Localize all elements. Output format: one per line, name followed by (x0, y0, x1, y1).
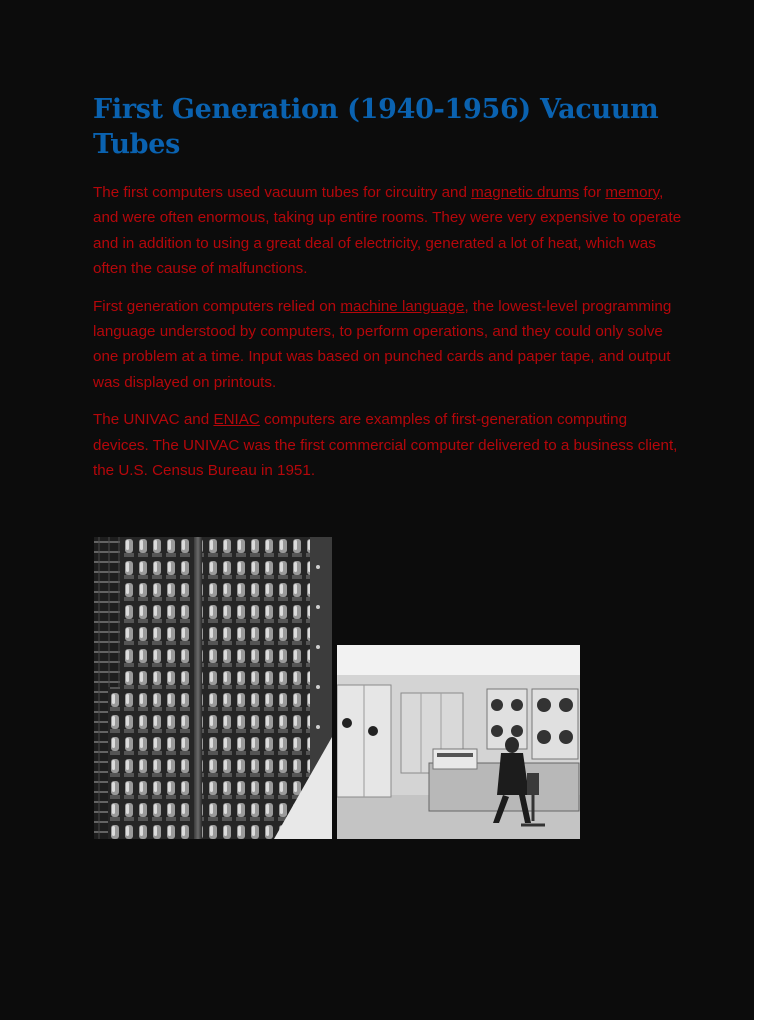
eniac-link[interactable]: ENIAC (213, 411, 260, 429)
univac-console-image (337, 645, 580, 839)
machine-language-link[interactable]: machine language (340, 297, 465, 315)
memory-link[interactable]: memory (605, 184, 660, 201)
magnetic-drums-link[interactable]: magnetic drums (471, 184, 580, 201)
paragraph-2-text-b: , the lowest-level programming language understood by computers, to perform operations, and they could only solve one problem at a time. Input was based on punched cards and paper tape, and output was displayed on printouts. (93, 297, 672, 391)
page-title: First Generation (1940-1956) Vacuum Tubes (93, 94, 659, 160)
paragraph-3 (93, 407, 685, 483)
paragraph-3-text-b: computers are examples of first-generation computing devices. The UNIVAC was the first commercial computer delivered to a business client, the U.S. Census Bureau in 1951. (93, 411, 678, 480)
paragraph-3-text-a: The UNIVAC and (93, 411, 214, 429)
paragraph-1-text-b: for (579, 184, 606, 201)
paragraph-2-text-a: First generation computers relied on (93, 297, 341, 315)
paragraph-2 (93, 294, 685, 396)
body-text (93, 180, 685, 495)
paragraph-1-text-a: The first computers used vacuum tubes for circuitry and (93, 184, 472, 201)
vacuum-tube-rack-image (94, 537, 332, 839)
vacuum-tube-rack-photo (94, 537, 332, 839)
paragraph-1-text-c: , and were often enormous, taking up entire rooms. They were very expensive to operate and in addition to using a great deal of electricity, generated a lot of heat, which was often the cause of malfunctions. (93, 184, 682, 278)
paragraph-1 (93, 180, 685, 282)
univac-console-photo (337, 645, 580, 839)
